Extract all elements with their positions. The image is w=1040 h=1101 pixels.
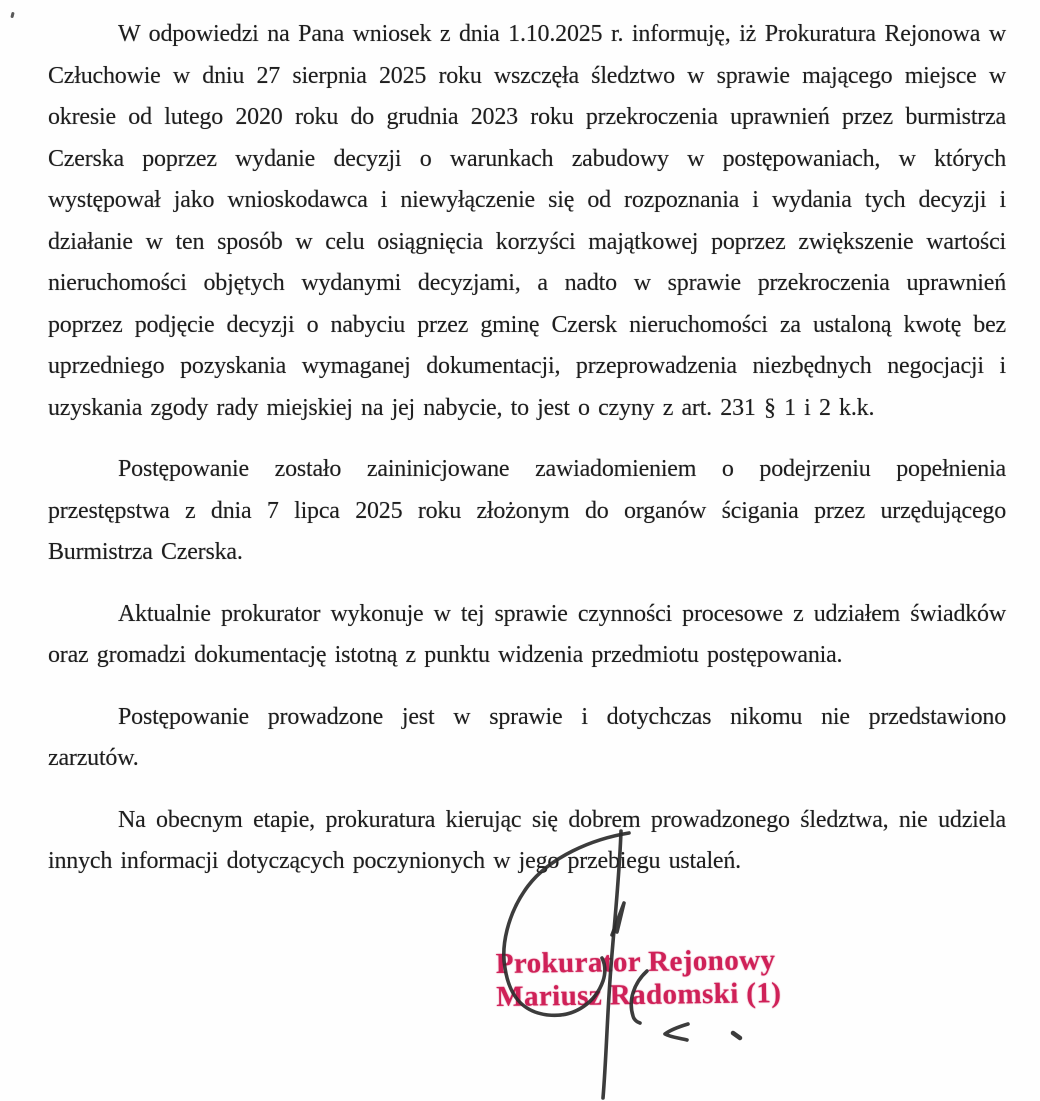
body-paragraph: Aktualnie prokurator wykonuje w tej sprawie czynności procesowe z udziałem świadków oraz gromadzi dokumentację istotną z punktu widzenia przedmiotu postępowania. (48, 600, 1006, 668)
body-paragraph: Na obecnym etapie, prokuratura kierując się dobrem prowadzonego śledztwa, nie udziela innych informacji dotyczących poczynionych w jego przebiegu ustaleń. (48, 806, 1006, 874)
body-paragraph: Postępowanie zostało zaininicjowane zawiadomieniem o podejrzeniu popełnienia przestępstwa z dnia 7 lipca 2025 roku złożonym do organów ścigania przez urzędującego Burmistrza Czerska. (48, 456, 1006, 565)
body-paragraph: Postępowanie prowadzone jest w sprawie i dotychczas nikomu nie przedstawiono zarzutów. (48, 703, 1006, 771)
stamp-name-line: Mariusz Radomski (1) (496, 977, 782, 1013)
scan-artifact-speck (10, 12, 14, 19)
prosecutor-stamp (496, 944, 782, 1014)
letter-body (48, 14, 1006, 903)
body-paragraph: W odpowiedzi na Pana wniosek z dnia 1.10.2025 r. informuję, iż Prokuratura Rejonowa w Człuchowie w dniu 27 sierpnia 2025 roku wszczęła śledztwo w sprawie mającego miejsce w okresie od lutego 2020 roku do grudnia 2023 roku przekroczenia uprawnień przez burmistrza Czerska poprzez wydanie decyzji o warunkach zabudowy w postępowaniach, w których występował jako wnioskodawca i niewyłączenie się od rozpoznania i wydania tych decyzji i działanie w ten sposób w celu osiągnięcia korzyści majątkowej poprzez zwiększenie wartości nieruchomości objętych wydanymi decyzjami, a nadto w sprawie przekroczenia uprawnień poprzez podjęcie decyzji o nabyciu przez gminę Czersk nieruchomości za ustaloną kwotę bez uprzedniego pozyskania wymaganej dokumentacji, przeprowadzenia niezbędnych negocjacji i uzyskania zgody rady miejskiej na jej nabycie, to jest o czyny z art. 231 § 1 i 2 k.k. (48, 21, 1006, 421)
stamp-title-line: Prokurator Rejonowy (495, 944, 776, 980)
